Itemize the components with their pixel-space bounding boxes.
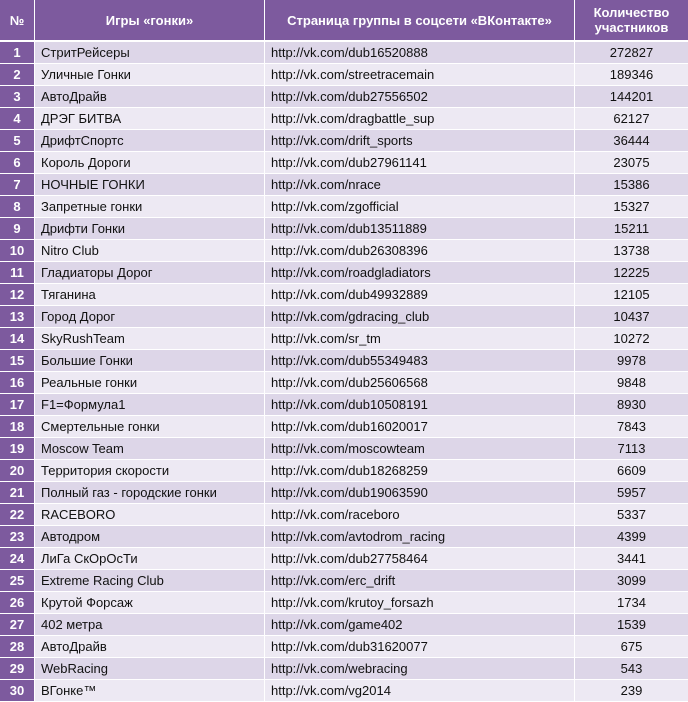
member-count: 4399: [575, 526, 688, 548]
group-url: http://vk.com/dub16520888: [265, 42, 575, 64]
member-count: 1539: [575, 614, 688, 636]
table-row: [0, 504, 688, 526]
game-name: Дрифти Гонки: [35, 218, 265, 240]
table-row: [0, 86, 688, 108]
game-name: Moscow Team: [35, 438, 265, 460]
game-name: ДРЭГ БИТВА: [35, 108, 265, 130]
row-number: 28: [0, 636, 35, 658]
game-name: Гладиаторы Дорог: [35, 262, 265, 284]
table-row: [0, 372, 688, 394]
member-count: 15211: [575, 218, 688, 240]
table-row: [0, 394, 688, 416]
group-url: http://vk.com/game402: [265, 614, 575, 636]
row-number: 5: [0, 130, 35, 152]
member-count: 8930: [575, 394, 688, 416]
member-count: 239: [575, 680, 688, 702]
row-number: 16: [0, 372, 35, 394]
member-count: 10272: [575, 328, 688, 350]
header-name: Игры «гонки»: [35, 0, 265, 42]
game-name: Смертельные гонки: [35, 416, 265, 438]
group-url: http://vk.com/dub13511889: [265, 218, 575, 240]
header-row: [0, 0, 688, 42]
game-name: Nitro Club: [35, 240, 265, 262]
game-name: 402 метра: [35, 614, 265, 636]
group-url: http://vk.com/dub25606568: [265, 372, 575, 394]
member-count: 675: [575, 636, 688, 658]
member-count: 9848: [575, 372, 688, 394]
row-number: 1: [0, 42, 35, 64]
row-number: 17: [0, 394, 35, 416]
table-row: [0, 526, 688, 548]
game-name: Автодром: [35, 526, 265, 548]
table-body: [0, 42, 688, 702]
table-row: [0, 438, 688, 460]
row-number: 7: [0, 174, 35, 196]
group-url: http://vk.com/dub49932889: [265, 284, 575, 306]
row-number: 15: [0, 350, 35, 372]
game-name: Тяганина: [35, 284, 265, 306]
member-count: 7113: [575, 438, 688, 460]
row-number: 12: [0, 284, 35, 306]
group-url: http://vk.com/drift_sports: [265, 130, 575, 152]
row-number: 29: [0, 658, 35, 680]
game-name: СтритРейсеры: [35, 42, 265, 64]
member-count: 3099: [575, 570, 688, 592]
group-url: http://vk.com/zgofficial: [265, 196, 575, 218]
table-row: [0, 174, 688, 196]
table-row: [0, 570, 688, 592]
table-row: [0, 218, 688, 240]
row-number: 25: [0, 570, 35, 592]
member-count: 12225: [575, 262, 688, 284]
game-name: АвтоДрайв: [35, 86, 265, 108]
group-url: http://vk.com/dub27961141: [265, 152, 575, 174]
row-number: 20: [0, 460, 35, 482]
table-row: [0, 108, 688, 130]
member-count: 5957: [575, 482, 688, 504]
table-row: [0, 64, 688, 86]
member-count: 1734: [575, 592, 688, 614]
table-row: [0, 636, 688, 658]
member-count: 9978: [575, 350, 688, 372]
game-name: ВГонке™: [35, 680, 265, 702]
member-count: 15386: [575, 174, 688, 196]
table-row: [0, 350, 688, 372]
game-name: Большие Гонки: [35, 350, 265, 372]
header-url: Страница группы в соцсети «ВКонтакте»: [265, 0, 575, 42]
table-row: [0, 416, 688, 438]
game-name: НОЧНЫЕ ГОНКИ: [35, 174, 265, 196]
group-url: http://vk.com/dub27758464: [265, 548, 575, 570]
table-row: [0, 284, 688, 306]
row-number: 6: [0, 152, 35, 174]
game-name: F1=Формула1: [35, 394, 265, 416]
row-number: 30: [0, 680, 35, 702]
row-number: 8: [0, 196, 35, 218]
game-name: WebRacing: [35, 658, 265, 680]
group-url: http://vk.com/dub55349483: [265, 350, 575, 372]
game-name: ЛиГа СкОрОсТи: [35, 548, 265, 570]
group-url: http://vk.com/gdracing_club: [265, 306, 575, 328]
group-url: http://vk.com/dub10508191: [265, 394, 575, 416]
table-row: [0, 592, 688, 614]
row-number: 4: [0, 108, 35, 130]
table-row: [0, 548, 688, 570]
game-name: SkyRushTeam: [35, 328, 265, 350]
table-row: [0, 482, 688, 504]
row-number: 13: [0, 306, 35, 328]
member-count: 62127: [575, 108, 688, 130]
group-url: http://vk.com/nrace: [265, 174, 575, 196]
group-url: http://vk.com/dragbattle_sup: [265, 108, 575, 130]
game-name: Город Дорог: [35, 306, 265, 328]
member-count: 36444: [575, 130, 688, 152]
row-number: 14: [0, 328, 35, 350]
row-number: 2: [0, 64, 35, 86]
row-number: 18: [0, 416, 35, 438]
member-count: 15327: [575, 196, 688, 218]
game-name: Extreme Racing Club: [35, 570, 265, 592]
member-count: 3441: [575, 548, 688, 570]
group-url: http://vk.com/sr_tm: [265, 328, 575, 350]
group-url: http://vk.com/dub19063590: [265, 482, 575, 504]
group-url: http://vk.com/erc_drift: [265, 570, 575, 592]
row-number: 24: [0, 548, 35, 570]
row-number: 21: [0, 482, 35, 504]
row-number: 9: [0, 218, 35, 240]
group-url: http://vk.com/roadgladiators: [265, 262, 575, 284]
row-number: 10: [0, 240, 35, 262]
table-row: [0, 460, 688, 482]
row-number: 23: [0, 526, 35, 548]
game-name: АвтоДрайв: [35, 636, 265, 658]
game-name: Реальные гонки: [35, 372, 265, 394]
member-count: 10437: [575, 306, 688, 328]
member-count: 5337: [575, 504, 688, 526]
member-count: 6609: [575, 460, 688, 482]
member-count: 189346: [575, 64, 688, 86]
group-url: http://vk.com/dub16020017: [265, 416, 575, 438]
member-count: 7843: [575, 416, 688, 438]
row-number: 19: [0, 438, 35, 460]
group-url: http://vk.com/krutoy_forsazh: [265, 592, 575, 614]
member-count: 144201: [575, 86, 688, 108]
group-url: http://vk.com/avtodrom_racing: [265, 526, 575, 548]
group-url: http://vk.com/dub26308396: [265, 240, 575, 262]
game-name: ДрифтСпортс: [35, 130, 265, 152]
table-row: [0, 240, 688, 262]
member-count: 543: [575, 658, 688, 680]
table-row: [0, 328, 688, 350]
row-number: 26: [0, 592, 35, 614]
member-count: 13738: [575, 240, 688, 262]
table-row: [0, 614, 688, 636]
table-row: [0, 658, 688, 680]
game-name: Полный газ - городские гонки: [35, 482, 265, 504]
header-num: №: [0, 0, 35, 42]
group-url: http://vk.com/dub18268259: [265, 460, 575, 482]
table-row: [0, 130, 688, 152]
table-row: [0, 680, 688, 702]
game-name: RACEBORO: [35, 504, 265, 526]
row-number: 3: [0, 86, 35, 108]
group-url: http://vk.com/dub31620077: [265, 636, 575, 658]
game-name: Крутой Форсаж: [35, 592, 265, 614]
member-count: 272827: [575, 42, 688, 64]
game-name: Запретные гонки: [35, 196, 265, 218]
row-number: 11: [0, 262, 35, 284]
game-name: Король Дороги: [35, 152, 265, 174]
group-url: http://vk.com/dub27556502: [265, 86, 575, 108]
table-row: [0, 262, 688, 284]
member-count: 12105: [575, 284, 688, 306]
game-name: Территория скорости: [35, 460, 265, 482]
table-row: [0, 196, 688, 218]
group-url: http://vk.com/streetracemain: [265, 64, 575, 86]
table-row: [0, 152, 688, 174]
header-count: Количество участников: [575, 0, 688, 42]
table-row: [0, 306, 688, 328]
group-url: http://vk.com/raceboro: [265, 504, 575, 526]
member-count: 23075: [575, 152, 688, 174]
row-number: 27: [0, 614, 35, 636]
group-url: http://vk.com/webracing: [265, 658, 575, 680]
table-row: [0, 42, 688, 64]
game-name: Уличные Гонки: [35, 64, 265, 86]
row-number: 22: [0, 504, 35, 526]
group-url: http://vk.com/moscowteam: [265, 438, 575, 460]
group-url: http://vk.com/vg2014: [265, 680, 575, 702]
